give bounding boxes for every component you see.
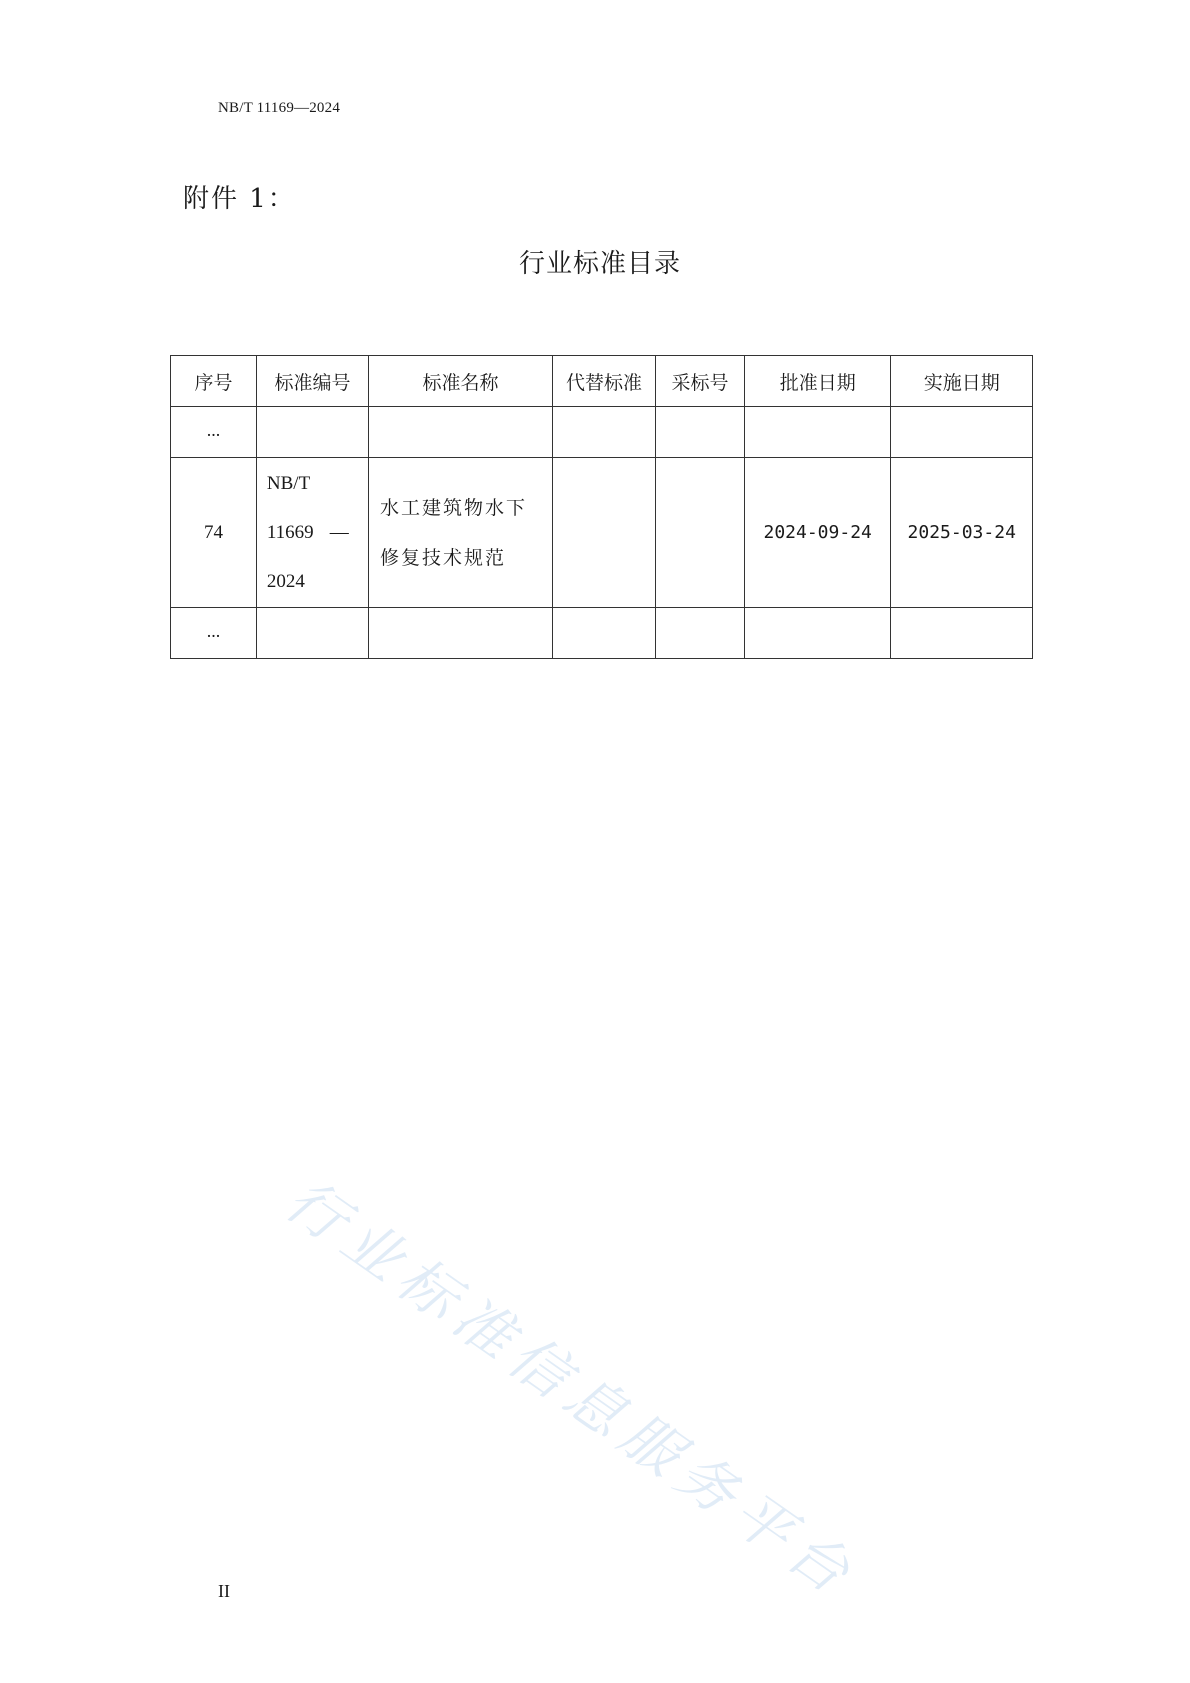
code-line: NB/T [266, 473, 311, 494]
cell-effective [891, 407, 1033, 458]
header-adopted-no: 采标号 [656, 356, 745, 407]
attachment-label: 附件 1： [183, 184, 296, 214]
cell-approved: 2024-09-24 [744, 458, 891, 608]
table-row [171, 458, 1033, 608]
header-replaces: 代替标准 [552, 356, 655, 407]
cell-effective: 2025-03-24 [891, 458, 1033, 608]
cell-adopted [656, 458, 745, 608]
header-effective-date: 实施日期 [891, 356, 1033, 407]
cell-replaces [552, 458, 655, 608]
cell-replaces [552, 407, 655, 458]
header-standard-name: 标准名称 [369, 356, 553, 407]
header-serial: 序号 [171, 356, 257, 407]
table-row [171, 407, 1033, 458]
cell-name [369, 458, 553, 608]
cell-name [369, 608, 553, 659]
cell-approved [744, 608, 891, 659]
header-standard-code: 标准编号 [256, 356, 368, 407]
table-header-row [171, 356, 1033, 407]
header-standard-code: NB/T 11169—2024 [218, 100, 341, 116]
cell-adopted [656, 608, 745, 659]
cell-code [256, 407, 368, 458]
page-number: II [218, 1581, 230, 1601]
cell-serial: 74 [171, 458, 257, 608]
table-row [171, 608, 1033, 659]
cell-serial: ... [171, 407, 257, 458]
name-line: 水工建筑物水下 [380, 496, 528, 519]
code-line: 11669 — [266, 522, 349, 543]
name-line: 修复技术规范 [380, 546, 507, 569]
cell-name [369, 407, 553, 458]
cell-code [256, 458, 368, 608]
cell-serial: ... [171, 608, 257, 659]
cell-code [256, 608, 368, 659]
code-dash: — [329, 522, 349, 543]
cell-effective [891, 608, 1033, 659]
cell-approved [744, 407, 891, 458]
code-line: 2024 [266, 571, 305, 592]
page-title: 行业标准目录 [518, 249, 681, 279]
cell-adopted [656, 407, 745, 458]
standards-table [170, 355, 1033, 659]
watermark: 行业标准信息服务平台 [273, 1165, 870, 1612]
cell-replaces [552, 608, 655, 659]
header-approval-date: 批准日期 [744, 356, 891, 407]
